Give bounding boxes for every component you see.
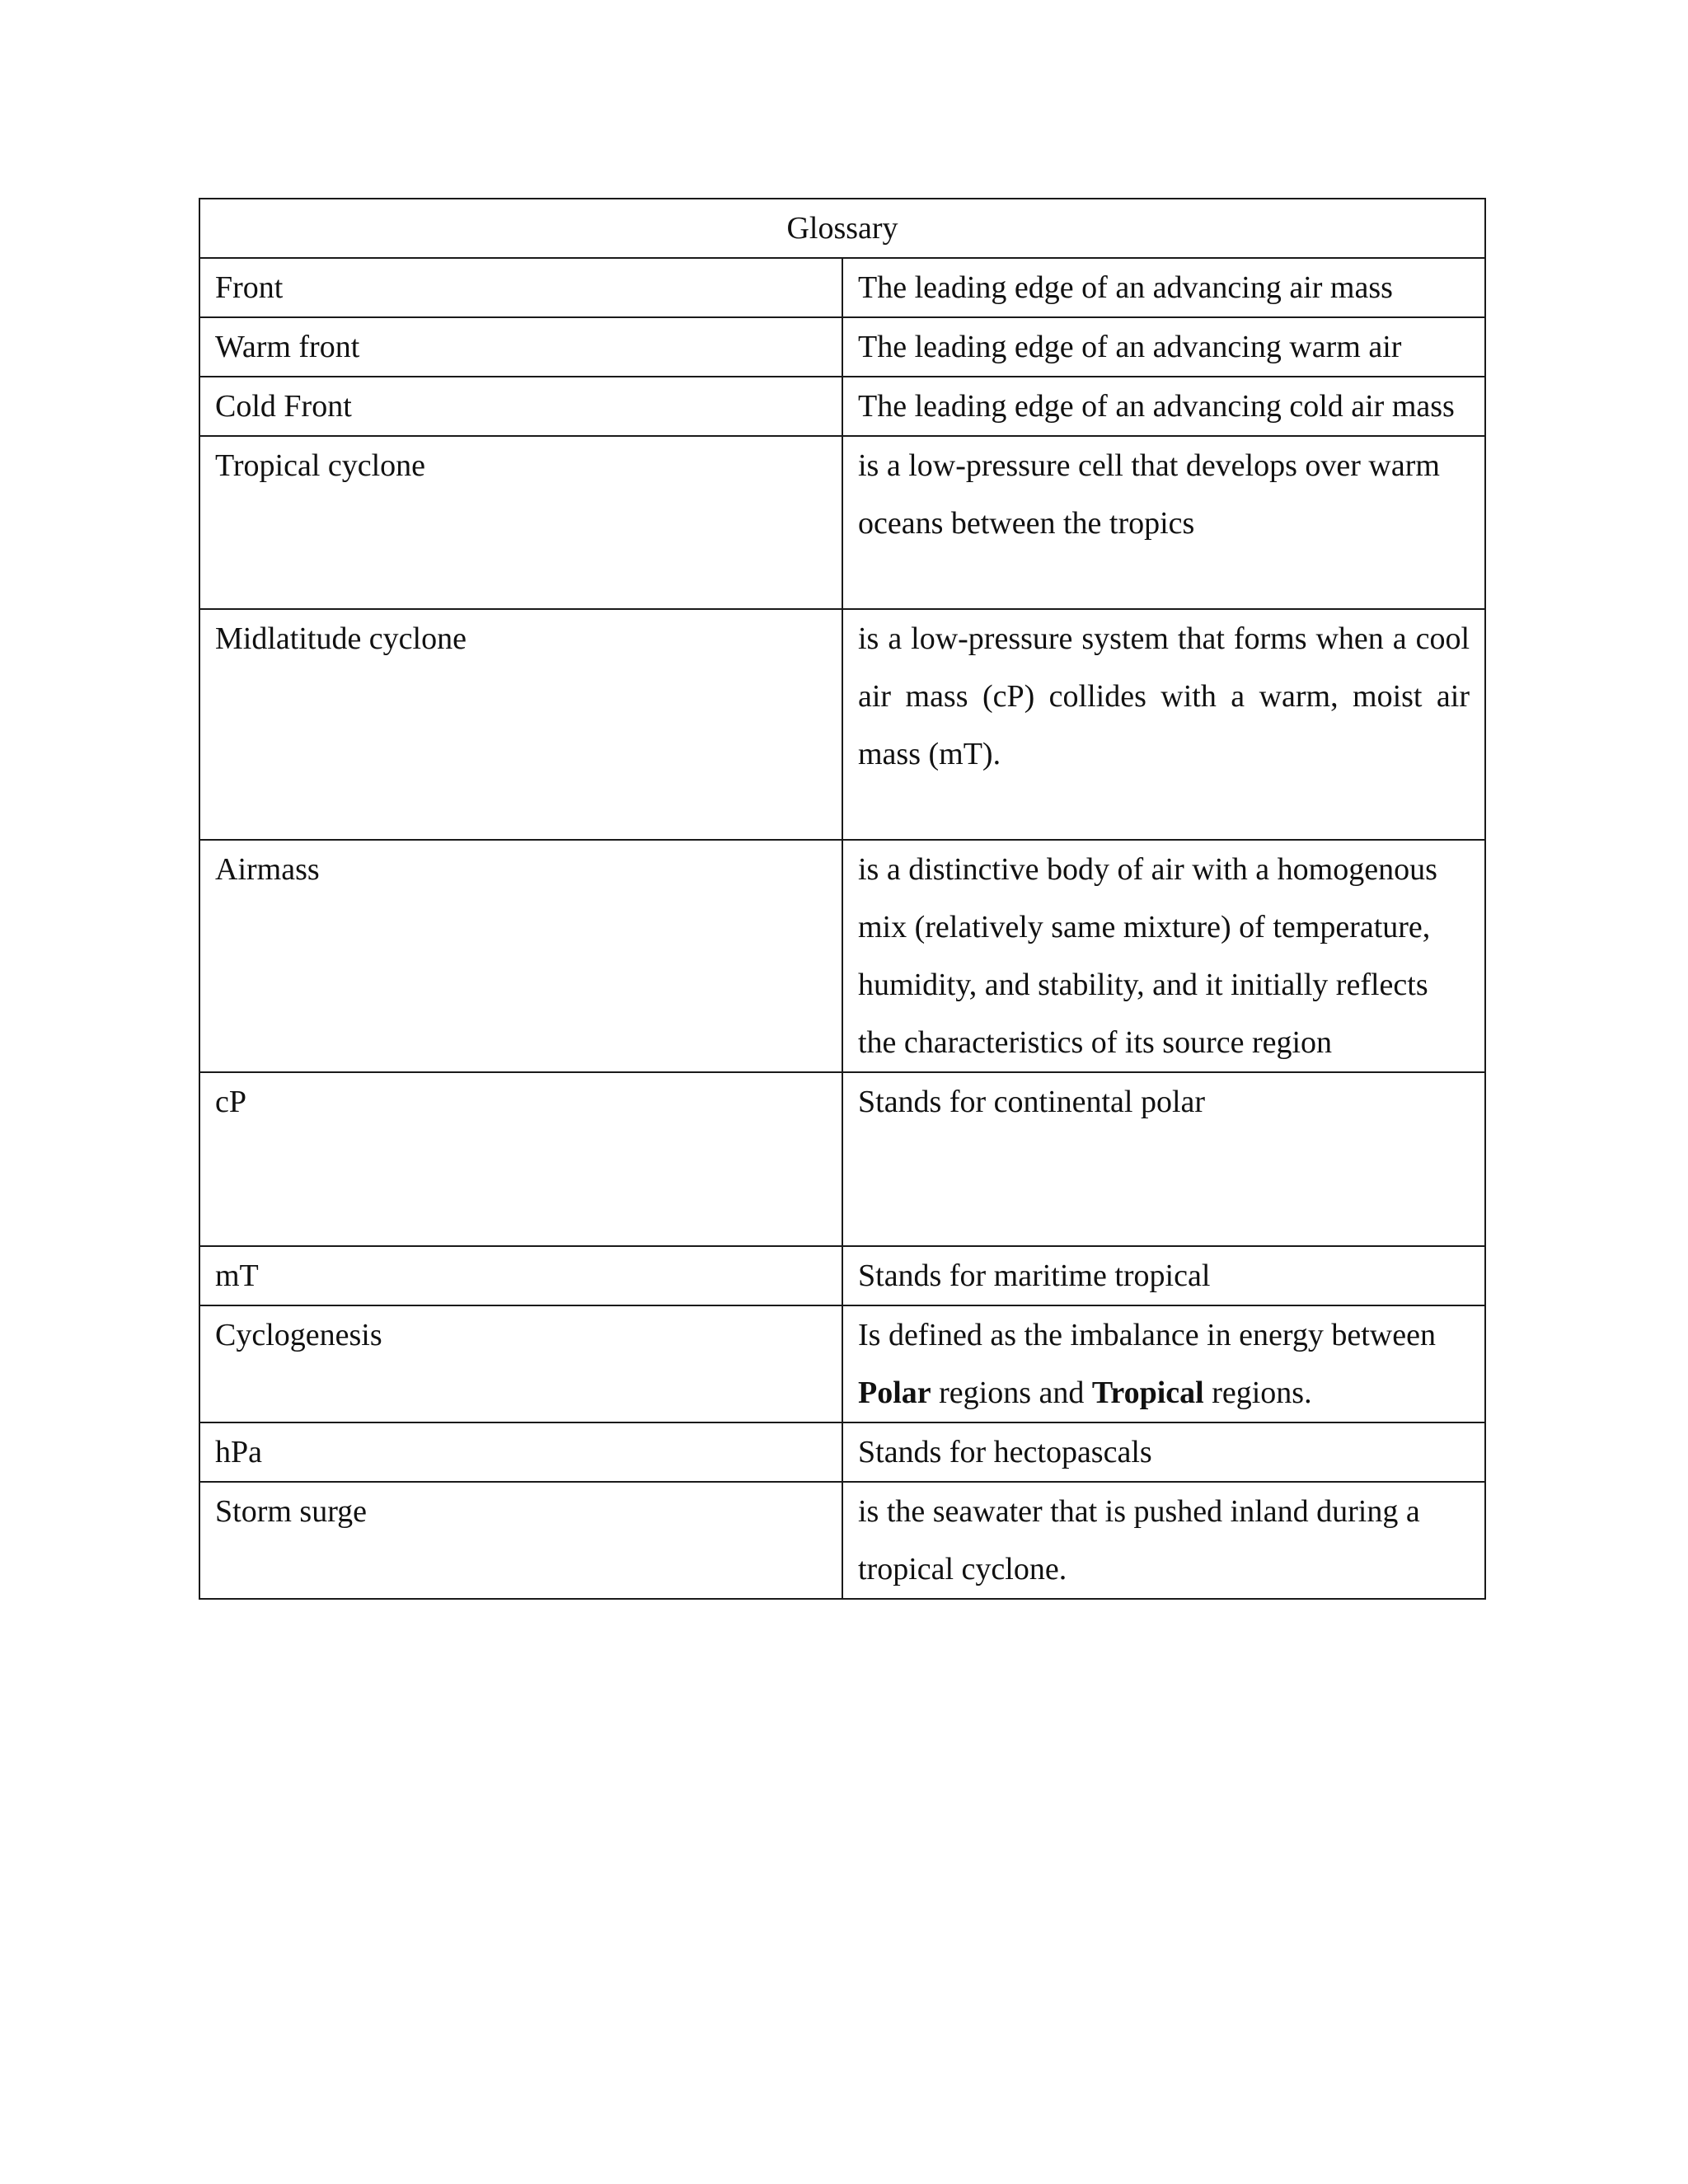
definition-cell: is the seawater that is pushed inland during a tropical cyclone. (842, 1482, 1485, 1599)
term-cell: Warm front (199, 317, 842, 377)
glossary-title: Glossary (199, 199, 1485, 258)
table-row (199, 258, 1485, 317)
table-row (199, 436, 1485, 609)
table-row (199, 317, 1485, 377)
table-row (199, 1482, 1485, 1599)
definition-cell: The leading edge of an advancing cold air mass (842, 377, 1485, 436)
table-row (199, 1305, 1485, 1422)
table-row (199, 840, 1485, 1072)
definition-text: Is defined as the imbalance in energy between (858, 1318, 1436, 1352)
definition-cell: is a low-pressure system that forms when a cool air mass (cP) collides with a warm, moist air mass (mT). (842, 609, 1485, 840)
term-cell: cP (199, 1072, 842, 1246)
term-cell: mT (199, 1246, 842, 1305)
term-cell: Cold Front (199, 377, 842, 436)
definition-cell: is a distinctive body of air with a homogenous mix (relatively same mixture) of temperature, humidity, and stability, and it initially reflects the characteristics of its source region (842, 840, 1485, 1072)
term-cell: hPa (199, 1422, 842, 1482)
definition-cell: Stands for hectopascals (842, 1422, 1485, 1482)
glossary-table (199, 198, 1486, 1600)
table-header-row (199, 199, 1485, 258)
definition-text: regions and (931, 1376, 1092, 1410)
definition-cell: The leading edge of an advancing air mass (842, 258, 1485, 317)
term-cell: Tropical cyclone (199, 436, 842, 609)
table-row (199, 1246, 1485, 1305)
term-cell: Cyclogenesis (199, 1305, 842, 1422)
definition-bold-tropical: Tropical (1091, 1376, 1204, 1410)
definition-cell: is a low-pressure cell that develops over warm oceans between the tropics (842, 436, 1485, 609)
term-cell: Midlatitude cyclone (199, 609, 842, 840)
table-row (199, 609, 1485, 840)
table-row (199, 1072, 1485, 1246)
definition-bold-polar: Polar (858, 1376, 931, 1410)
table-row (199, 1422, 1485, 1482)
definition-cell: Stands for continental polar (842, 1072, 1485, 1246)
table-row (199, 377, 1485, 436)
term-cell: Airmass (199, 840, 842, 1072)
definition-text: regions. (1203, 1376, 1312, 1410)
definition-cell (842, 1305, 1485, 1422)
term-cell: Storm surge (199, 1482, 842, 1599)
term-cell: Front (199, 258, 842, 317)
definition-cell: The leading edge of an advancing warm air (842, 317, 1485, 377)
definition-cell: Stands for maritime tropical (842, 1246, 1485, 1305)
